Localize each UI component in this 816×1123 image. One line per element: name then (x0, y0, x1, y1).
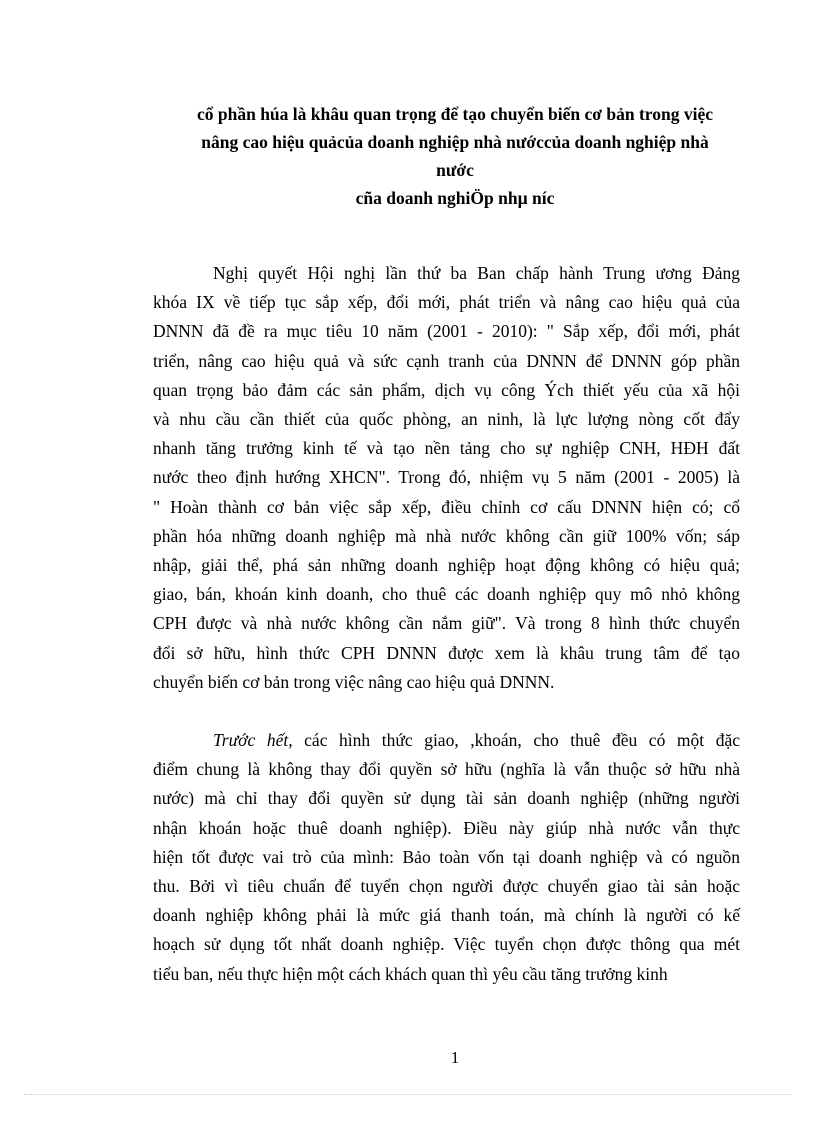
paragraph-1 (153, 259, 740, 697)
paragraph-line: hiện tốt được vai trò của mình: Bảo toàn vốn tại doanh nghiệp và có nguồn (153, 846, 740, 867)
paragraph-line: giao, bán, khoán kinh doanh, cho thuê các doanh nghiệp quy mô nhỏ không (153, 584, 740, 605)
paragraph-line: doanh nghiệp không phải là mức giá thanh toán, mà chính là người có kế (153, 905, 740, 926)
paragraph-line: " Hoàn thành cơ bản việc sắp xếp, điều chỉnh cơ cấu DNNN hiện có; cổ (153, 496, 740, 517)
document-title (130, 100, 780, 212)
paragraph-line: phần hóa những doanh nghiệp mà nhà nước không cần giữ 100% vốn; sáp (153, 525, 740, 546)
paragraph-line: Nghị quyết Hội nghị lần thứ ba Ban chấp hành Trung ương Đảng (213, 263, 740, 283)
paragraph-line: nước) mà chỉ thay đổi quyền sử dụng tài sản doanh nghiệp (những người (153, 788, 740, 809)
paragraph-line: và nhu cầu cần thiết của quốc phòng, an ninh, là lực lượng nòng cốt đẩy (153, 409, 740, 430)
paragraph-line: nhận khoán hoặc thuê doanh nghiệp). Điều này giúp nhà nước vẫn thực (153, 817, 740, 838)
paragraph-line: đổi sở hữu, hình thức CPH DNNN được xem là khâu trung tâm để tạo (153, 642, 740, 663)
title-line-3: nước (436, 160, 474, 180)
paragraph-line: khóa IX về tiếp tục sắp xếp, đổi mới, phát triển và nâng cao hiệu quả của (153, 292, 740, 313)
paragraph-line: tiểu ban, nếu thực hiện một cách khách quan thì yêu cầu tăng trưởng kinh (153, 963, 668, 984)
paragraph-line: nước theo định hướng XHCN". Trong đó, nhiệm vụ 5 năm (2001 - 2005) là (153, 467, 740, 488)
title-line-1: cổ phần húa là khâu quan trọng để tạo chuyển biến cơ bản trong việc (196, 104, 713, 124)
paragraph-line: triển, nâng cao hiệu quả và sức cạnh tranh của DNNN để DNNN góp phần (153, 350, 740, 371)
page-number: 1 (450, 1048, 460, 1067)
paragraph-line: hoạch sử dụng tốt nhất doanh nghiệp. Việc tuyển chọn được thông qua mét (153, 934, 740, 955)
paragraph-line: DNNN đã đề ra mục tiêu 10 năm (2001 - 2010): " Sắp xếp, đổi mới, phát (153, 321, 740, 342)
paragraph-line: CPH được và nhà nước không cần nắm giữ". Và trong 8 hình thức chuyển (153, 613, 740, 634)
italic-lead-phrase: Trước hết, (213, 730, 293, 750)
first-line-rest: các hình thức giao, ,khoán, cho thuê đều có một đặc (292, 730, 740, 750)
paragraph-first-line (153, 726, 740, 755)
paragraph-line: chuyển biến cơ bản trong việc nâng cao hiệu quả DNNN. (153, 671, 555, 692)
paragraph-line: nhanh tăng trưởng kinh tế và tạo nền tảng cho sự nghiệp CNH, HĐH đất (153, 438, 740, 459)
paragraph-line: thu. Bởi vì tiêu chuẩn để tuyển chọn người được chuyển giao tài sản hoặc (153, 876, 740, 897)
title-line-2: nâng cao hiệu quảcủa doanh nghiệp nhà nướccủa doanh nghiệp nhà (201, 132, 709, 152)
paragraph-line: điểm chung là không thay đổi quyền sở hữu (nghĩa là vẫn thuộc sở hữu nhà (153, 759, 740, 780)
title-line-4: cña doanh nghiÖp nhµ níc (355, 188, 555, 208)
paragraph-line: nhập, giải thể, phá sản những doanh nghiệp hoạt động không có hiệu quả; (153, 555, 740, 576)
paragraph-line: quan trọng bảo đảm các sản phẩm, dịch vụ công Ých thiết yếu của xã hội (153, 379, 740, 400)
footer-divider (24, 1094, 792, 1095)
paragraph-2 (153, 726, 740, 989)
